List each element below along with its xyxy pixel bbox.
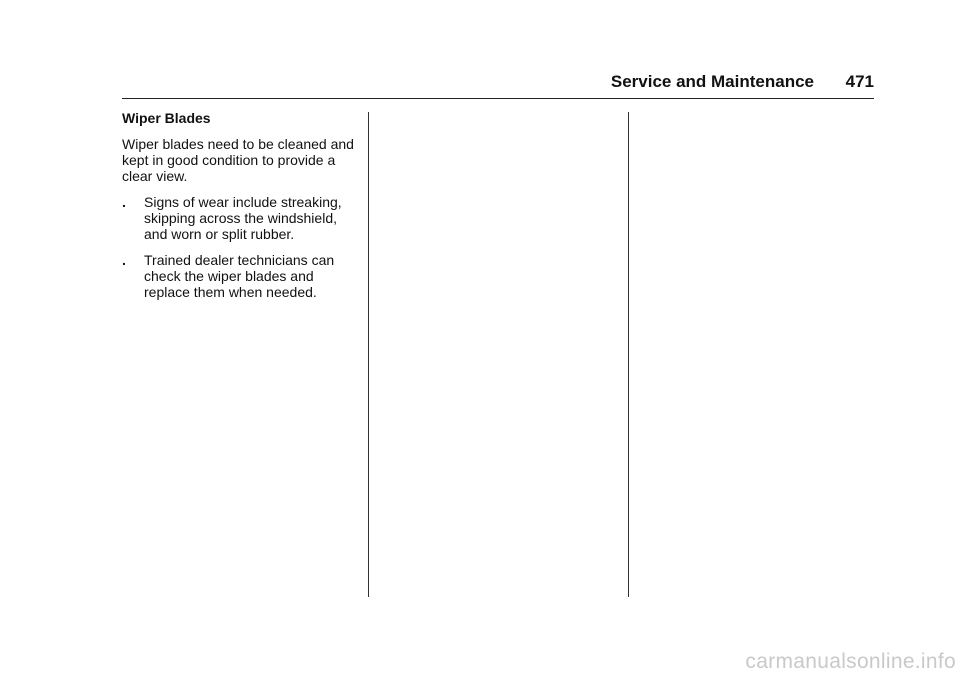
- section-heading: Wiper Blades: [122, 110, 211, 126]
- bullet-text: Trained dealer technicians can check the wiper blades and replace them when needed.: [144, 252, 335, 300]
- column-divider: [628, 112, 629, 597]
- header-section-title: Service and Maintenance: [610, 72, 814, 91]
- bullet-item: [122, 252, 358, 300]
- bullet-text: Signs of wear include streaking, skipping across the windshield, and worn or split rubber.: [144, 194, 342, 242]
- body-paragraph: Wiper blades need to be cleaned and kept in good condition to provide a clear view.: [122, 136, 354, 184]
- text-column-1: [122, 110, 358, 310]
- page-header: [122, 72, 874, 99]
- page-number: 471: [845, 72, 874, 91]
- bullet-marker: .: [122, 252, 126, 268]
- bullet-item: [122, 194, 358, 242]
- column-divider: [368, 112, 369, 597]
- watermark: carmanualsonline.info: [745, 650, 956, 673]
- bullet-marker: .: [122, 194, 126, 210]
